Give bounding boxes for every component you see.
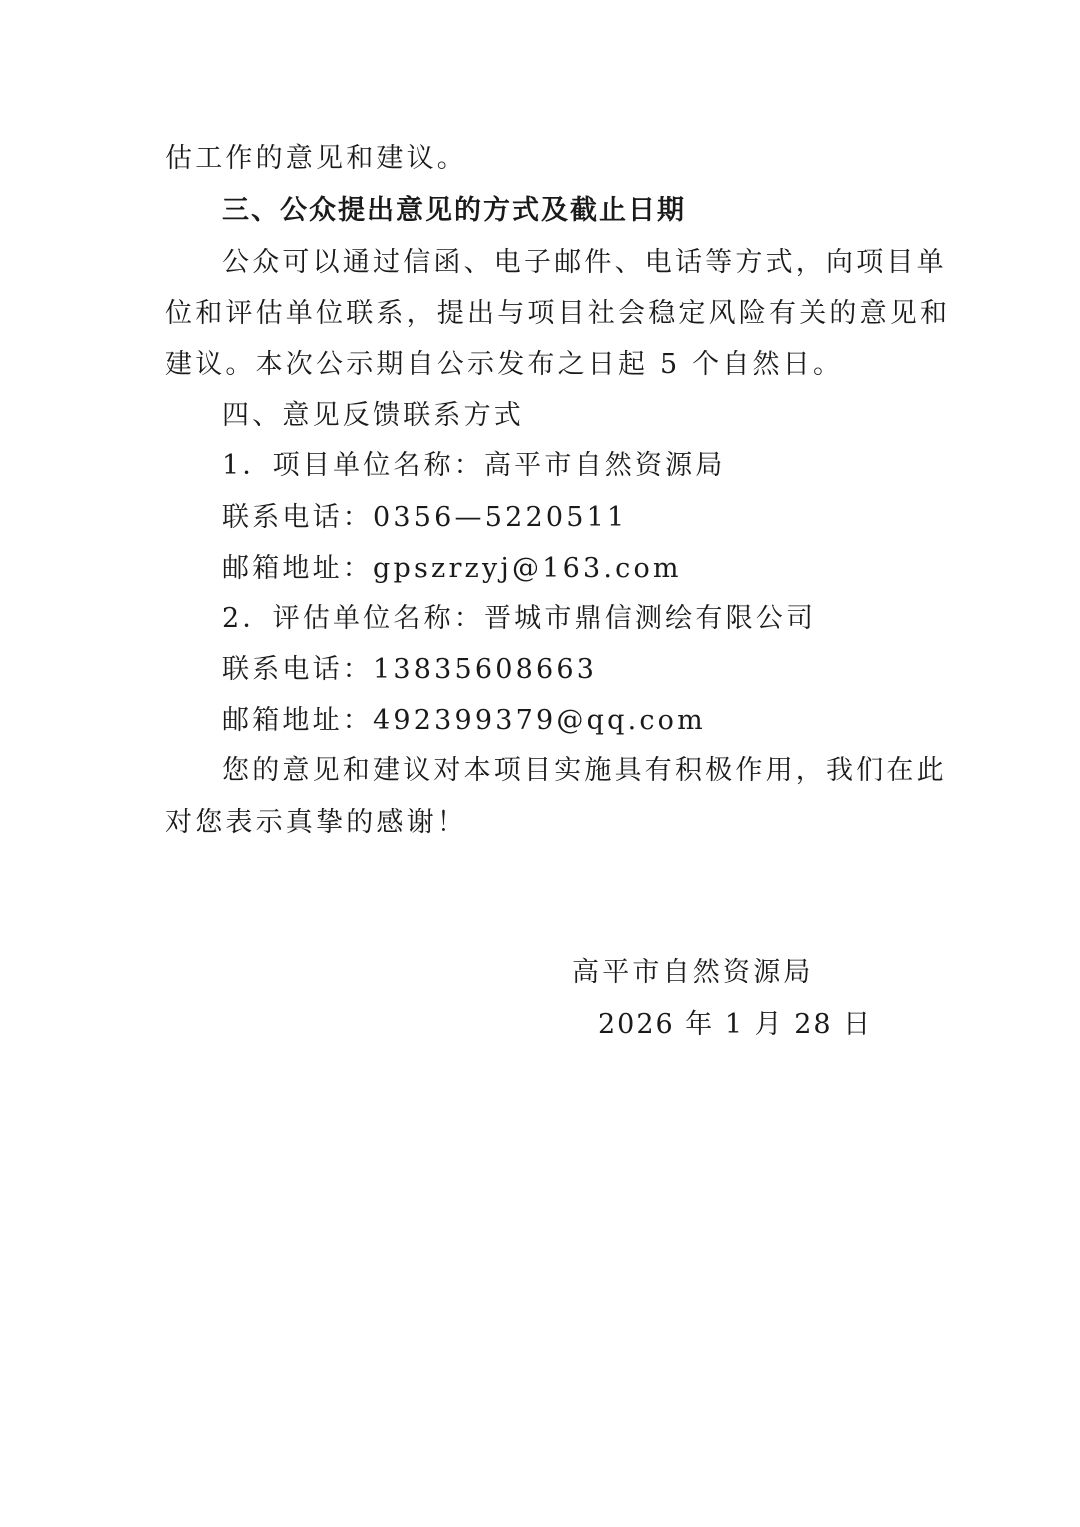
paragraph-line: 公众可以通过信函、电子邮件、电话等方式，向项目单 xyxy=(222,247,947,278)
section-heading: 四、意见反馈联系方式 xyxy=(222,400,524,431)
contact-phone: 联系电话：13835608663 xyxy=(222,654,598,685)
paragraph-line: 位和评估单位联系，提出与项目社会稳定风险有关的意见和 xyxy=(165,298,951,329)
section-heading: 三、公众提出意见的方式及截止日期 xyxy=(222,195,686,226)
contact-email: 邮箱地址：492399379@qq.com xyxy=(222,705,706,736)
contact-item: 2．评估单位名称：晋城市鼎信测绘有限公司 xyxy=(222,603,817,634)
contact-email: 邮箱地址：gpszrzyj@163.com xyxy=(222,553,682,584)
paragraph-line: 估工作的意见和建议。 xyxy=(165,143,467,174)
paragraph-line: 对您表示真挚的感谢！ xyxy=(165,807,467,838)
contact-item: 1．项目单位名称：高平市自然资源局 xyxy=(222,450,726,481)
contact-phone: 联系电话：0356—5220511 xyxy=(222,502,628,533)
paragraph-line: 建议。本次公示期自公示发布之日起 5 个自然日。 xyxy=(165,349,844,380)
signature-org: 高平市自然资源局 xyxy=(572,957,814,988)
signature-date: 2026 年 1 月 28 日 xyxy=(598,1009,873,1040)
paragraph-line: 您的意见和建议对本项目实施具有积极作用，我们在此 xyxy=(222,755,947,786)
